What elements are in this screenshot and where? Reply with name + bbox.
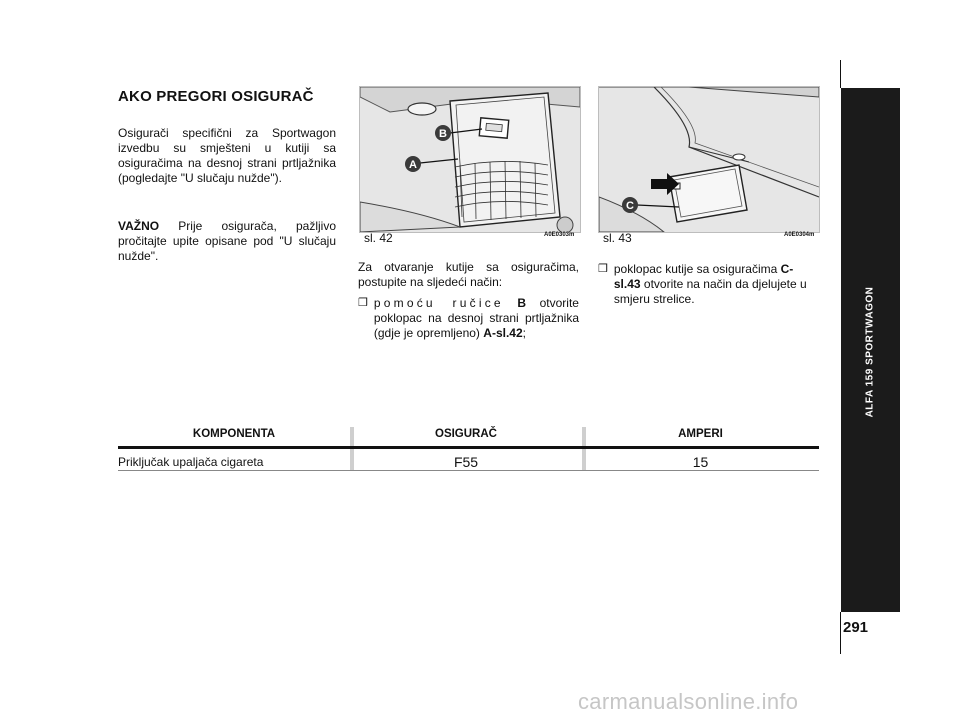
instructions-column — [358, 260, 579, 341]
callout-c: C — [626, 200, 634, 212]
step2-text-a: poklopac kutije sa osiguračima — [613, 262, 778, 276]
table-header-rule — [118, 446, 819, 449]
table-header-row — [118, 423, 819, 445]
important-note — [118, 219, 336, 264]
figure-43-code: A0E0304m — [784, 232, 815, 238]
figure-42-caption: sl. 42 — [364, 231, 393, 245]
cell-component: Priključak upaljača cigareta — [118, 455, 264, 469]
cell-fuse: F55 — [453, 454, 479, 470]
margin-line-bottom — [840, 612, 841, 654]
watermark-text: carmanualsonline.info — [578, 689, 799, 714]
cell-amps: 15 — [692, 454, 709, 470]
instruction-step-2 — [598, 262, 819, 307]
instructions-lead: Za otvaranje kutije sa osiguračima, postupite na sljedeći način: — [358, 260, 579, 289]
instruction-step-1 — [358, 296, 579, 341]
instructions-column-2 — [598, 262, 819, 307]
sidebar-label: ALFA 159 SPORTWAGON — [864, 286, 876, 418]
step1-text-a: pomoću ručice — [373, 296, 504, 310]
step1-end: ; — [522, 326, 526, 340]
header-component: KOMPONENTA — [192, 428, 276, 440]
page-number: 291 — [843, 619, 869, 636]
header-amps: AMPERI — [678, 428, 723, 440]
callout-a: A — [409, 159, 417, 171]
margin-line-top — [840, 60, 841, 88]
figure-43-image — [598, 86, 820, 233]
important-text: Prije osigurača, pažljivo pročitajte upite opisane pod "U slučaju nužde". — [118, 219, 336, 263]
intro-paragraph: Osigurači specifični za Sportwagon izvedbu su smješteni u kutiji sa osiguračima na desnoj strani prtljažnika (pogledajte "U slučaju nužde"). — [118, 126, 336, 185]
important-label: VAŽNO — [118, 219, 160, 233]
step1-handle-ref: B — [517, 296, 527, 310]
step2-figure-ref: C-sl.43 — [613, 262, 794, 291]
step2-text-c: otvorite na način da djelujete u smjeru strelice. — [613, 277, 807, 306]
table-row — [118, 445, 819, 473]
bullet-box-icon: ❒ — [598, 263, 608, 275]
figure-43-caption: sl. 43 — [603, 231, 632, 245]
step1-text-c: otvorite poklopac na desnoj strani prtljažnika (gdje je opremljeno) — [373, 296, 579, 340]
callout-b: B — [439, 128, 447, 140]
step1-figure-ref: A-sl.42 — [483, 326, 523, 340]
trunk-side-illustration — [360, 87, 580, 232]
figure-42-image — [359, 86, 581, 233]
section-title: AKO PREGORI OSIGURAČ — [118, 88, 314, 105]
bullet-box-icon: ❒ — [358, 297, 368, 309]
table-row-rule — [118, 470, 819, 471]
figure-42-code: A0E0303m — [544, 232, 575, 238]
fuse-cover-illustration — [599, 87, 819, 232]
header-fuse: OSIGURAČ — [435, 428, 497, 440]
